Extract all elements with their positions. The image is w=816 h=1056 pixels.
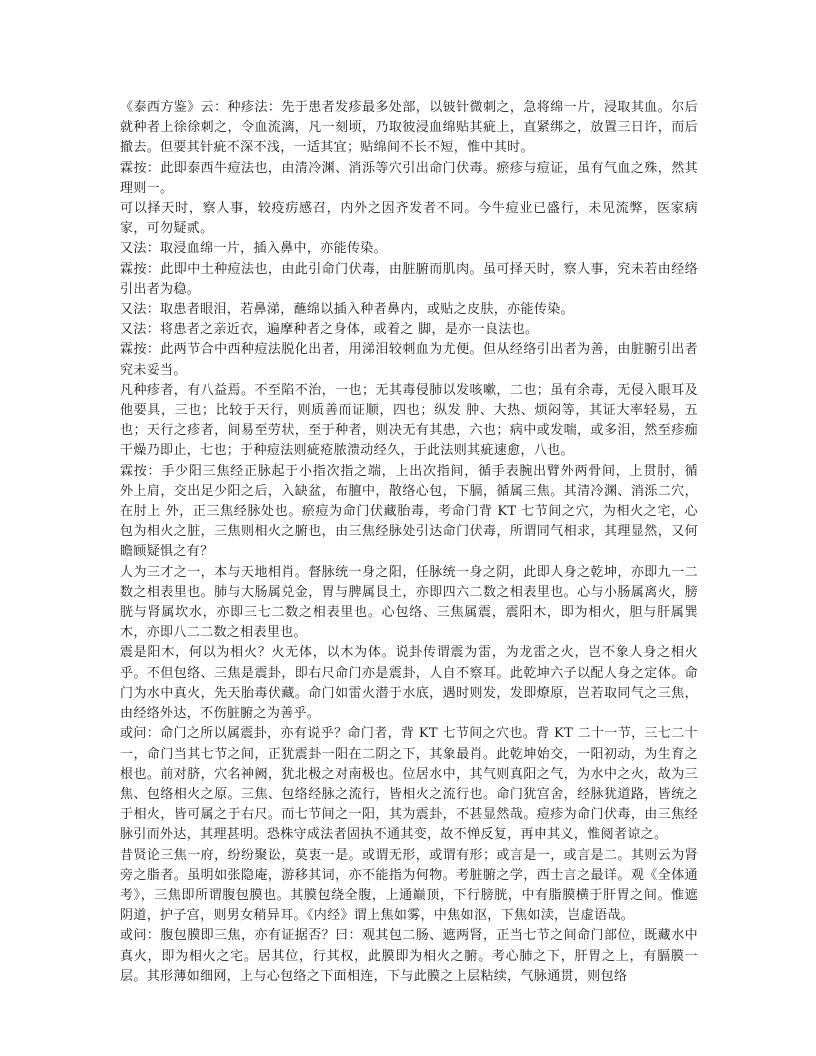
paragraph: 《泰西方鉴》云：种疹法：先于患者发疹最多处部，以铍针微刺之，急将绵一片，浸取其血。尔后就种者上徐徐刺之，令血流漓，凡一刻顷，乃取彼浸血绵贴其疵上，直紧绑之，放置三日许，而后撤去。但要其针疵不深不浅，一适其宜；贴绵间不长不短，惟中其时。 (120, 100, 698, 156)
paragraph: 霖按：此即中土种痘法也，由此引命门伏毒，由脏腑而肌肉。虽可择天时，察人事，究未若由经络引出者为稳。 (120, 261, 698, 297)
paragraph: 凡种疹者，有八益焉。不至陷不治，一也；无其毒侵肺以发咳嗽，二也；虽有余毒，无侵入眼耳及他要具，三也；比较于天行，则质善而证顺，四也；纵发 肿、大热、烦闷等，其证大率轻易，五也；天行之疹者，间易至劳状，至于种者，则决无有其患，六也；病中或发喘，或多泪，然至疹痂干燥乃即止，七也；于种痘法则疵疮脓溃动经久，于此法则其疵速愈，八也。 (120, 382, 698, 459)
paragraph: 或问：命门之所以属震卦，亦有说乎？命门者，背 KT 七节间之穴也。背 KT 二十一节，三七二十一，命门当其七节之间，正犹震卦一阳在二阴之下，其象最肖。此乾坤始交，一阳初动，为生育之根也。前对脐，穴名神阙，犹北极之对南极也。位居水中，其气则真阳之气，为水中之火，故为三焦、包络相火之原。三焦、包络经脉之流行，皆相火之流行也。命门犹宫舍，经脉犹道路，皆统之于相火，皆可属之于右尺。而七节间之一阳，其为震卦，不甚显然哉。痘疹为命门伏毒，由三焦经脉引而外达，其理甚明。恐株守成法者固执不通其变，故不惮反复，再申其义，惟阅者谅之。 (120, 726, 698, 843)
paragraph: 震是阳木，何以为相火？火无体，以木为体。说卦传谓震为雷，为龙雷之火，岂不象人身之相火乎。不但包络、三焦是震卦，即右尺命门亦是震卦，人自不察耳。此乾坤六子以配人身之定体。命门为水中真火，先天胎毒伏藏。命门如雷火潜于水底，遇时则发，发即燎原，岂若取同气之三焦，由经络外达，不伤脏腑之为善乎。 (120, 645, 698, 722)
paragraph: 又法：取患者眼泪，若鼻涕，蘸绵以插入种者鼻内，或贴之皮肤，亦能传染。 (120, 302, 574, 318)
paragraph: 昔贤论三焦一府，纷纷聚讼，莫衷一是。或谓无形，或谓有形；或言是一，或言是二。其则云为肾旁之脂者。虽明如张隐庵，游移其词，亦不能指为何物。考脏腑之学，西士言之最详。观《全体通考》，三焦即所谓腹包膜也。其膜包绕全腹，上通巅顶，下行膀胱，中有脂膜横于肝胃之间。惟遮阴道，护子宫，则男女稍异耳。《内经》谓上焦如雾，中焦如沤，下焦如渎，岂虚语哉。 (120, 847, 698, 924)
document-page (120, 98, 698, 987)
paragraph: 霖按：此即泰西牛痘法也，由清冷渊、消泺等穴引出命门伏毒。瘀疹与痘证，虽有气血之殊，然其理则一。 (120, 160, 698, 196)
paragraph: 可以择天时，察人事，较疫疠感召，内外之因齐发者不同。今牛痘业已盛行，未见流弊，医家病家，可勿疑贰。 (120, 201, 698, 237)
paragraph: 人为三才之一，本与天地相肖。督脉统一身之阳，任脉统一身之阴，此即人身之乾坤，亦即九一二数之相表里也。肺与大肠属兑金，胃与脾属艮土，亦即四六二数之相表里也。心与小肠属离火，膀胱与肾属坎水，亦即三七二数之相表里也。心包络、三焦属震，震阳木，即为相火，胆与肝属巽木，亦即八二二数之相表里也。 (120, 564, 698, 641)
paragraph: 又法：取浸血绵一片，插入鼻中，亦能传染。 (120, 241, 388, 257)
paragraph: 霖按：手少阳三焦经正脉起于小指次指之端，上出次指间，循手表腕出臂外两骨间，上贯肘，循 外上肩，交出足少阳之后，入缺盆，布膻中，散络心包，下膈，循属三焦。其清冷渊、消泺二穴，在肘上 外，正三焦经脉处也。瘀痘为命门伏藏胎毒，考命门背 KT 七节间之穴，为相火之宅，心包为相火之脏，三焦则相火之腑也，由三焦经脉处引达命门伏毒，所谓同气相求，其理显然，又何瞻顾疑惧之有？ (120, 463, 698, 560)
paragraph: 霖按：此两节合中西种痘法脱化出者，用涕泪较刺血为尤便。但从经络引出者为善，由脏腑引出者究未妥当。 (120, 342, 698, 378)
paragraph: 又法：将患者之亲近衣，遍摩种者之身体，或着之 脚，是亦一良法也。 (120, 322, 539, 338)
paragraph: 或问：腹包膜即三焦，亦有证据否？曰：观其包二肠、遮两肾，正当七节之间命门部位，既藏水中真火，即为相火之宅。居其位，行其权，此膜即为相火之腑。考心肺之下，肝胃之上，有膈膜一层。其形薄如细网，上与心包络之下面相连，下与此膜之上层粘续，气脉通贯，则包络 (120, 928, 698, 984)
